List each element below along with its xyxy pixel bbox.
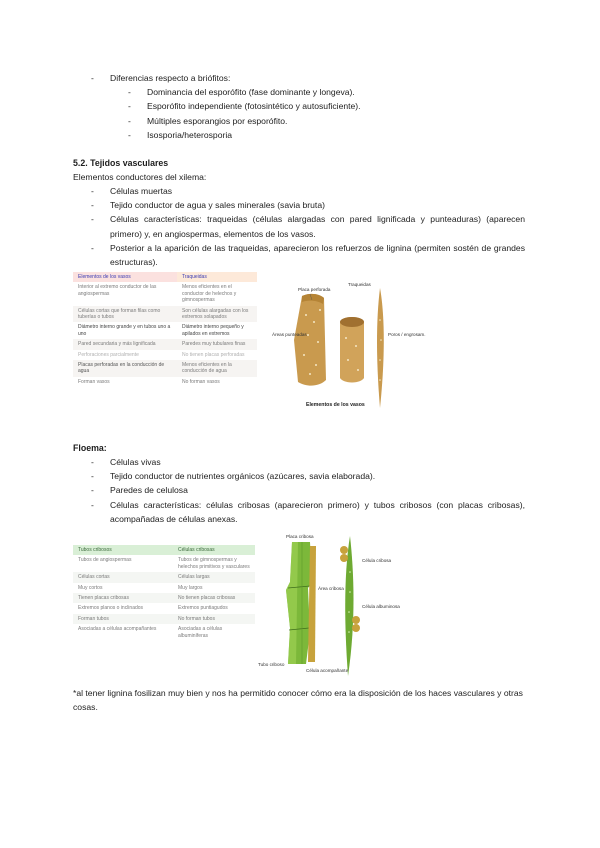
table-cell: Extremos puntiagudos xyxy=(173,603,255,613)
table-row xyxy=(73,555,255,572)
table-header xyxy=(73,545,255,555)
table-cell: Muy cortos xyxy=(73,583,173,593)
list-item: - Células características: traqueidas (células alargadas con pared lignificada y punteaduras) (aparecen primero) y, en angiospermas, elementos de los vasos. xyxy=(91,212,525,240)
table-cell: Forman tubos xyxy=(73,614,173,624)
list-item: - Isosporia/heterosporia xyxy=(128,128,531,142)
footnote: *al tener lignina fosilizan muy bien y nos ha permitido conocer cómo era la disposición de los haces vasculares y otras cosas. xyxy=(73,688,523,713)
label-tube: Tubo criboso xyxy=(258,662,285,667)
label-area: Área cribosa xyxy=(318,586,344,591)
section-intro: Elementos conductores del xilema: xyxy=(73,172,207,182)
column-header: Células cribosas xyxy=(173,545,255,555)
table-row xyxy=(73,614,255,624)
table-row xyxy=(73,377,257,387)
table-row xyxy=(73,583,255,593)
phloem-comparison-table xyxy=(73,545,255,641)
list-item: - Células vivas xyxy=(91,455,525,469)
table-cell: Paredes muy tubulares finas xyxy=(177,339,257,349)
table-row xyxy=(73,322,257,339)
phloem-list xyxy=(91,455,525,526)
label-cell: Célula cribosa xyxy=(362,558,392,563)
list-item: - Diferencias respecto a briófitos: xyxy=(91,71,531,85)
intro-list xyxy=(91,71,531,85)
column-header: Elementos de los vasos xyxy=(73,272,177,282)
table-cell: Células cortas que forman filas como tuberías o tubos xyxy=(73,306,177,323)
table-cell: Son células alargadas con los extremos solapados xyxy=(177,306,257,323)
table-row xyxy=(73,306,257,323)
figure-caption: Elementos de los vasos xyxy=(306,402,365,408)
table-header xyxy=(73,272,257,282)
table-row xyxy=(73,350,257,360)
column-header: Traqueidas xyxy=(177,272,257,282)
section-heading: 5.2. Tejidos vasculares xyxy=(73,158,169,168)
table-cell: Menos eficientes en la conducción de agua xyxy=(177,360,257,377)
label-annex: Célula acompañante xyxy=(306,668,349,673)
table-cell: Extremos planos o inclinados xyxy=(73,603,173,613)
table-cell: Diámetro interno pequeño y apilados en extremos xyxy=(177,322,257,339)
table-row xyxy=(73,624,255,641)
intro-sublist xyxy=(128,85,531,142)
table-cell: Células largas xyxy=(173,572,255,582)
list-item: - Tejido conductor de nutrientes orgánicos (azúcares, savia elaborada). xyxy=(91,469,525,483)
table-cell: Asociadas a células albuminíferas xyxy=(173,624,255,641)
label-plate: Placa perforada xyxy=(298,287,331,292)
label-tracheid: Traqueidas xyxy=(348,282,371,287)
list-item: - Paredes de celulosa xyxy=(91,483,525,497)
label-pits: Áreas punteadas xyxy=(272,332,307,337)
label-plate: Placa cribosa xyxy=(286,534,314,539)
list-item: - Tejido conductor de agua y sales minerales (savia bruta) xyxy=(91,198,525,212)
vessel-element-1 xyxy=(294,294,326,386)
xylem-list xyxy=(91,184,525,269)
list-item: - Dominancia del esporófito (fase dominante y longeva). xyxy=(128,85,531,99)
table-cell: Perforaciones parcialmente xyxy=(73,350,177,360)
label-thick: Poros / engrosam. xyxy=(388,332,426,337)
table-row xyxy=(73,572,255,582)
table-cell: Células cortas xyxy=(73,572,173,582)
column-header: Tubos cribosos xyxy=(73,545,173,555)
table-cell: No tienen placas perforadas xyxy=(177,350,257,360)
table-cell: Menos eficientes en el conductor de helechos y gimnospermas xyxy=(177,282,257,305)
table-row xyxy=(73,593,255,603)
list-item: - Células características: células cribosas (aparecieron primero) y tubos cribosos (con placas cribosas), acompañadas de células anexas. xyxy=(91,498,525,526)
list-item: - Esporófito independiente (fotosintético y autosuficiente). xyxy=(128,99,531,113)
phloem-cells-illustration xyxy=(258,532,398,680)
table-row xyxy=(73,339,257,349)
table-row xyxy=(73,282,257,305)
table-cell: Pared secundaria y más lignificada xyxy=(73,339,177,349)
table-cell: Placas perforadas en la conducción de agua xyxy=(73,360,177,377)
table-cell: No tienen placas cribosas xyxy=(173,593,255,603)
vessel-element-2 xyxy=(340,317,364,383)
table-cell: Interior al extremo conductor de las angiospermas xyxy=(73,282,177,305)
table-cell: No forman vasos xyxy=(177,377,257,387)
table-row xyxy=(73,603,255,613)
tracheid-cell xyxy=(377,288,384,408)
sieve-tube xyxy=(286,542,312,664)
xylem-vessels-illustration xyxy=(268,280,426,415)
table-row xyxy=(73,360,257,377)
intro-section xyxy=(91,71,531,142)
section-heading: Floema: xyxy=(73,443,107,453)
table-cell: Tubos de angiospermas xyxy=(73,555,173,572)
xylem-comparison-table xyxy=(73,272,257,387)
label-companion: Célula albuminosa xyxy=(362,604,400,609)
list-item: - Posterior a la aparición de las traqueidas, aparecieron los refuerzos de lignina (permiten sostén de grandes estructuras). xyxy=(91,241,525,269)
table-cell: Diámetro interno grande y en tubos uno a uno xyxy=(73,322,177,339)
list-item: - Células muertas xyxy=(91,184,525,198)
table-cell: Forman vasos xyxy=(73,377,177,387)
table-cell: Muy largos xyxy=(173,583,255,593)
list-item: - Múltiples esporangios por esporófito. xyxy=(128,114,531,128)
table-cell: Tubos de gimnospermas y helechos primitivos y vasculares xyxy=(173,555,255,572)
table-cell: Tienen placas cribosas xyxy=(73,593,173,603)
table-cell: No forman tubos xyxy=(173,614,255,624)
table-cell: Asociadas a células acompañantes xyxy=(73,624,173,641)
